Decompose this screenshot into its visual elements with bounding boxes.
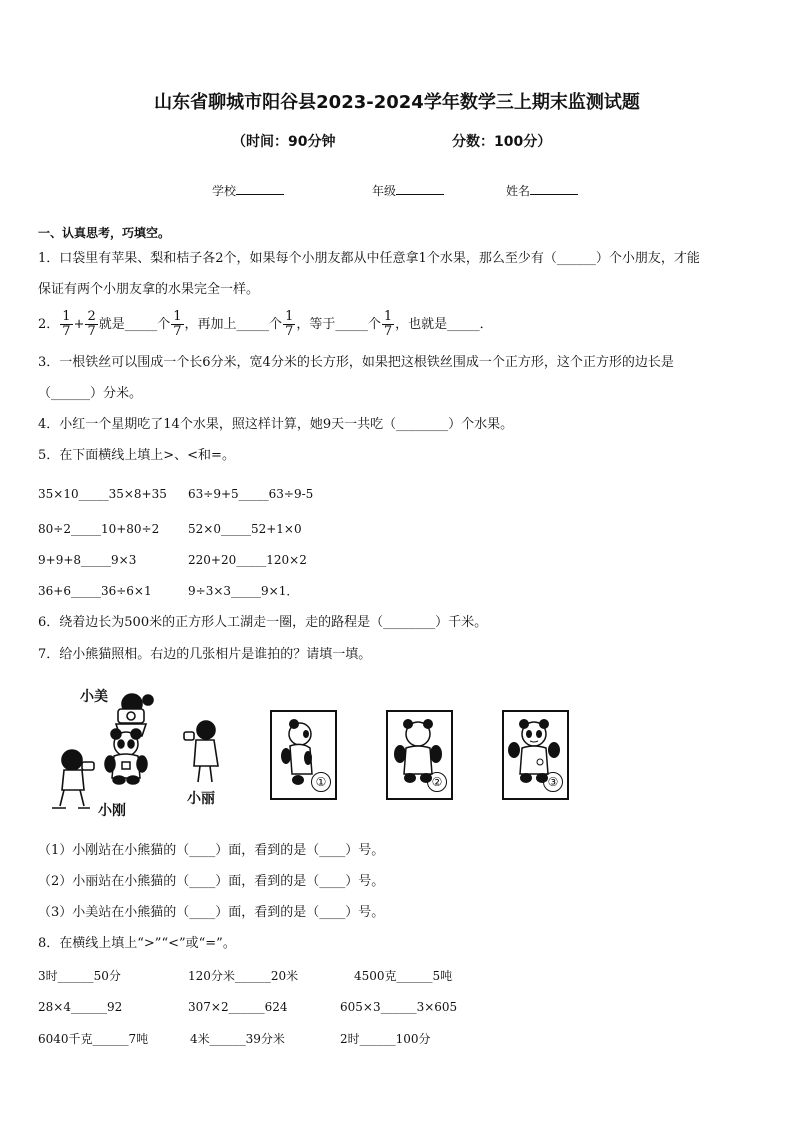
label-xiaomei: 小美 bbox=[80, 689, 108, 705]
name-label: 姓名 bbox=[506, 184, 531, 198]
q5-item: 52×0_____52+1×0 bbox=[188, 522, 302, 536]
grade-blank[interactable] bbox=[396, 182, 444, 195]
photo-number: ① bbox=[311, 772, 331, 792]
fraction-denominator: 7 bbox=[173, 324, 182, 339]
fraction-numerator: 1 bbox=[285, 309, 294, 324]
fraction-numerator: 2 bbox=[87, 309, 96, 324]
q8-item: 2时______100分 bbox=[340, 1032, 431, 1046]
question-7: 7．给小熊猫照相。右边的几张相片是谁拍的？请填一填。 bbox=[38, 647, 372, 662]
q8-item: 6040千克______7吨 bbox=[38, 1032, 149, 1046]
q7-sub-1: （1）小刚站在小熊猫的（____）面，看到的是（____）号。 bbox=[38, 843, 385, 858]
grade-label: 年级 bbox=[372, 184, 397, 198]
photo-3 bbox=[502, 710, 569, 800]
question-1-line-2: 保证有两个小朋友拿的水果完全一样。 bbox=[38, 282, 260, 297]
photo-number: ② bbox=[427, 772, 447, 792]
panda-figure bbox=[105, 729, 147, 784]
exam-score: 分数：100分） bbox=[452, 134, 552, 150]
fraction-1-7 bbox=[382, 310, 394, 339]
question-6: 6．绕着边长为500米的正方形人工湖走一圈，走的路程是（________）千米。 bbox=[38, 615, 488, 630]
q2-text-1: 就是_____个 bbox=[98, 317, 171, 332]
q2-prefix: 2． bbox=[38, 317, 60, 332]
q5-item: 63÷9+5_____63÷9-5 bbox=[188, 487, 314, 501]
fraction-denominator: 7 bbox=[62, 324, 71, 339]
fraction-2-7 bbox=[85, 310, 97, 339]
q8-item: 4米______39分米 bbox=[190, 1032, 285, 1046]
school-field bbox=[212, 182, 284, 199]
school-label: 学校 bbox=[212, 184, 237, 198]
q8-item: 605×3______3×605 bbox=[340, 1000, 458, 1014]
fraction-1-7 bbox=[283, 310, 295, 339]
q5-item: 9+9+8_____9×3 bbox=[38, 553, 137, 567]
q5-item: 36+6_____36÷6×1 bbox=[38, 584, 152, 598]
exam-time: （时间：90分钟 bbox=[232, 134, 336, 150]
label-xiaoli: 小丽 bbox=[187, 791, 215, 807]
question-4: 4．小红一个星期吃了14个水果，照这样计算，她9天一共吃（________）个水果。 bbox=[38, 417, 514, 432]
question-3-line-2: （______）分米。 bbox=[38, 386, 143, 401]
photo-number: ③ bbox=[543, 772, 563, 792]
name-field bbox=[506, 182, 578, 199]
fraction-denominator: 7 bbox=[87, 324, 96, 339]
fraction-1-7 bbox=[60, 310, 72, 339]
xiaoli-figure bbox=[184, 721, 218, 782]
fraction-numerator: 1 bbox=[383, 309, 393, 324]
question-2 bbox=[38, 310, 493, 340]
question-8: 8．在横线上填上“>”“<”或“=”。 bbox=[38, 936, 236, 951]
q5-item: 35×10_____35×8+35 bbox=[38, 487, 167, 501]
name-blank[interactable] bbox=[530, 182, 578, 195]
grade-field bbox=[372, 182, 444, 199]
fraction-numerator: 1 bbox=[173, 309, 182, 324]
question-1-line-1: 1．口袋里有苹果、梨和桔子各2个，如果每个小朋友都从中任意拿1个水果，那么至少有（______）个小朋友，才能 bbox=[38, 251, 700, 266]
plus-sign: + bbox=[73, 317, 85, 332]
q5-item: 80÷2_____10+80÷2 bbox=[38, 522, 160, 536]
school-blank[interactable] bbox=[236, 182, 284, 195]
photo-2 bbox=[386, 710, 453, 800]
section-heading: 一、认真思考，巧填空。 bbox=[38, 226, 171, 240]
q8-item: 307×2______624 bbox=[188, 1000, 288, 1014]
q2-text-4: ，也就是_____． bbox=[395, 317, 493, 332]
photo-1 bbox=[270, 710, 337, 800]
fraction-1-7 bbox=[171, 310, 183, 339]
fraction-numerator: 1 bbox=[62, 309, 71, 324]
question-3-line-1: 3．一根铁丝可以围成一个长6分米，宽4分米的长方形，如果把这根铁丝围成一个正方形，这个正方形的边长是 bbox=[38, 355, 674, 370]
q8-item: 3时______50分 bbox=[38, 969, 121, 983]
q8-item: 4500克______5吨 bbox=[354, 969, 453, 983]
xiaogang-figure bbox=[52, 750, 94, 808]
children-illustration bbox=[46, 682, 226, 812]
fraction-denominator: 7 bbox=[383, 324, 393, 339]
q2-text-3: ，等于_____个 bbox=[296, 317, 381, 332]
q7-sub-3: （3）小美站在小熊猫的（____）面，看到的是（____）号。 bbox=[38, 905, 385, 920]
fraction-denominator: 7 bbox=[285, 324, 294, 339]
q5-item: 220+20_____120×2 bbox=[188, 553, 307, 567]
label-xiaogang: 小刚 bbox=[98, 803, 126, 819]
page-title: 山东省聊城市阳谷县2023-2024学年数学三上期末监测试题 bbox=[154, 92, 640, 113]
q2-text-2: ，再加上_____个 bbox=[184, 317, 283, 332]
q8-item: 28×4______92 bbox=[38, 1000, 123, 1014]
q7-sub-2: （2）小丽站在小熊猫的（____）面，看到的是（____）号。 bbox=[38, 874, 385, 889]
q8-item: 120分米______20米 bbox=[188, 969, 299, 983]
q5-item: 9÷3×3_____9×1． bbox=[188, 584, 299, 598]
question-5: 5．在下面横线上填上>、<和=。 bbox=[38, 448, 235, 463]
